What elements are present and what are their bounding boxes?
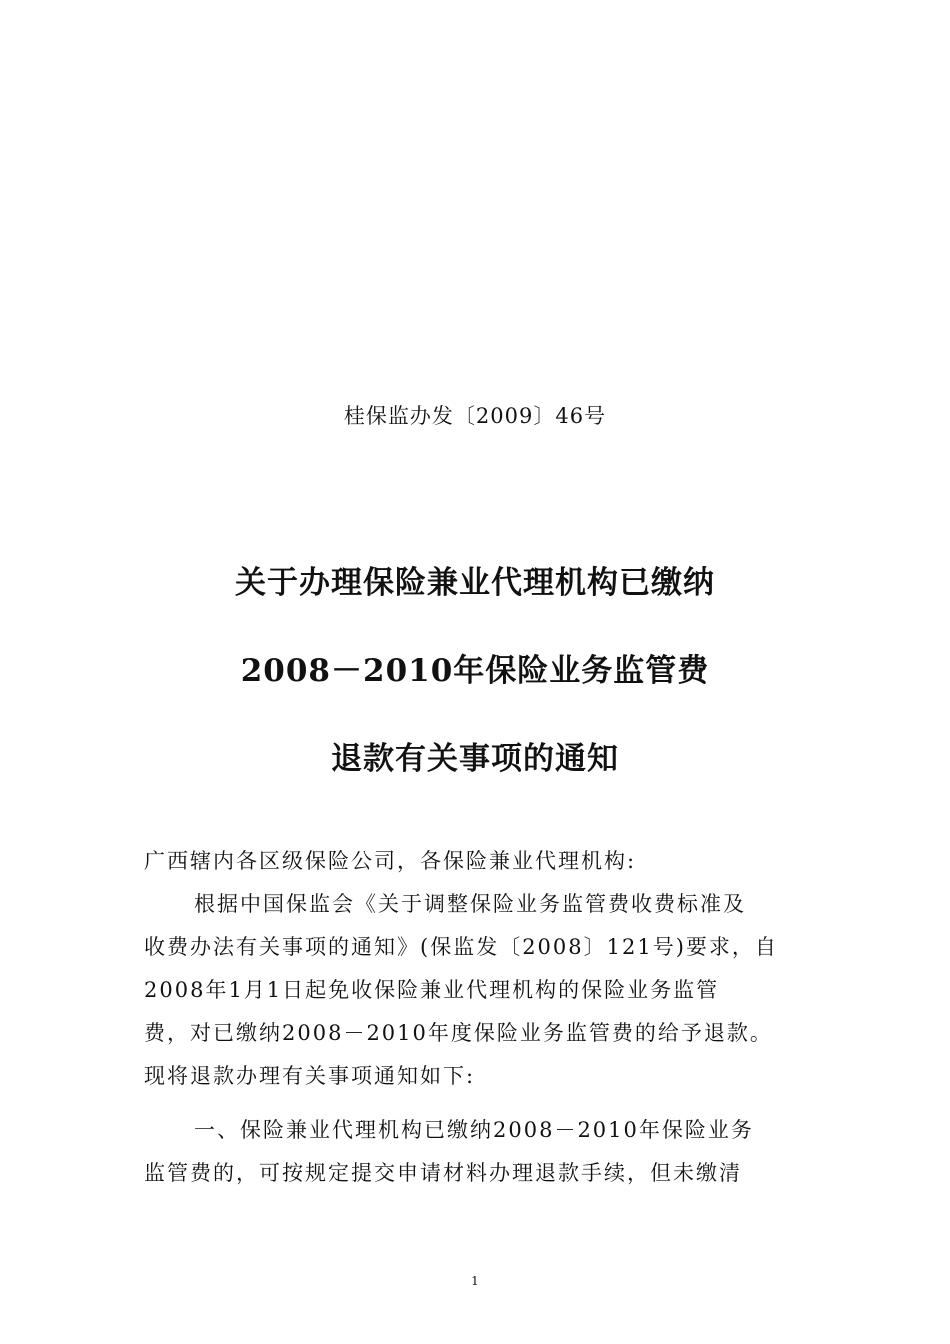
paragraph-1-line: 现将退款办理有关事项通知如下: [144,1064,476,1088]
title-line-3: 退款有关事项的通知 [331,741,619,777]
paragraph-1-line: 2008年1月1日起免收保险兼业代理机构的保险业务监管 [144,978,720,1002]
paragraph-1-line: 根据中国保监会《关于调整保险业务监管费收费标准及 [194,892,746,916]
document-number: 桂保监办发〔2009〕46号 [343,404,607,428]
page-number: 1 [471,1274,479,1288]
paragraph-2-line: 一、保险兼业代理机构已缴纳2008－2010年保险业务 [194,1118,754,1142]
paragraph-2-line: 监管费的，可按规定提交申请材料办理退款手续，但未缴清 [144,1161,742,1185]
paragraph-1 [144,883,814,1098]
addressee: 广西辖内各区级保险公司，各保险兼业代理机构: [144,849,637,873]
paragraph-1-line: 费，对已缴纳2008－2010年度保险业务监管费的给予退款。 [144,1021,773,1045]
title-line-2: 2008－2010年保险业务监管费 [240,653,710,689]
paragraph-1-line: 收费办法有关事项的通知》(保监发〔2008〕121号)要求，自 [144,935,778,959]
paragraph-2 [144,1109,814,1195]
title-line-1: 关于办理保险兼业代理机构已缴纳 [235,565,715,601]
